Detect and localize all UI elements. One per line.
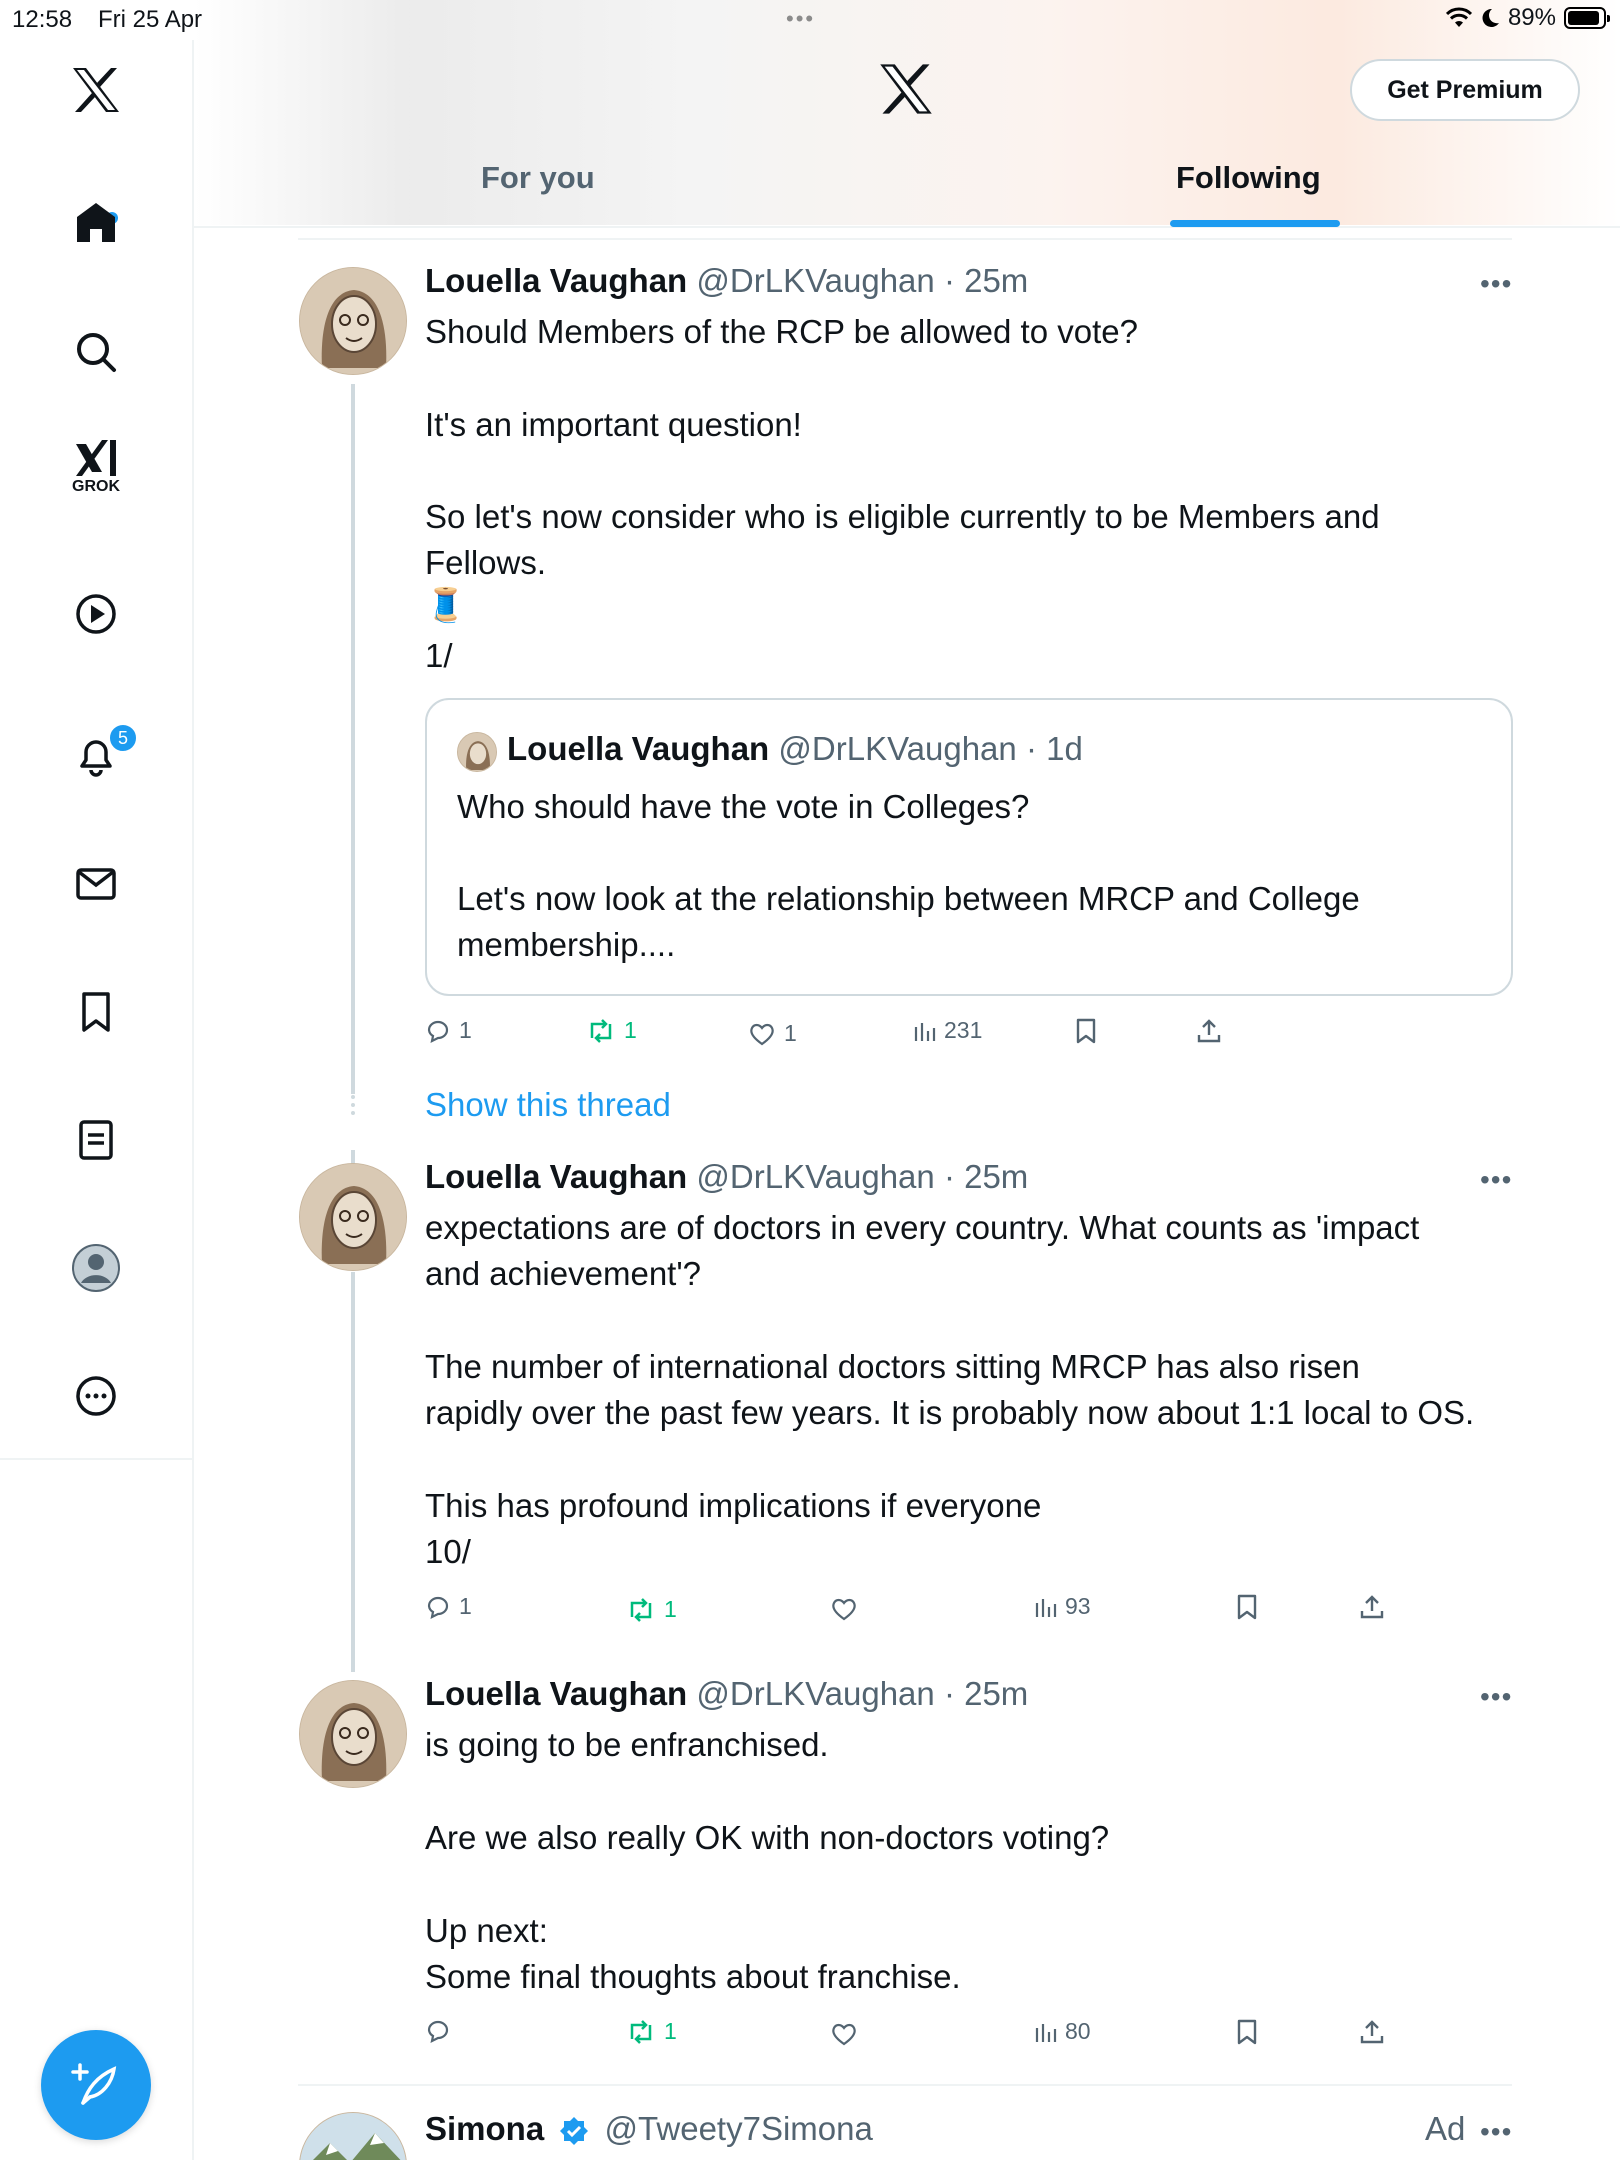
tweet-text-line: 10/ bbox=[425, 1533, 471, 1570]
quoted-text-line: membership.... bbox=[457, 926, 676, 963]
bookmark-button[interactable] bbox=[1235, 1593, 1259, 1621]
reply-icon bbox=[425, 2018, 451, 2044]
tweet-text-line: Some final thoughts about franchise. bbox=[425, 1958, 961, 1995]
avatar[interactable] bbox=[299, 2112, 407, 2160]
post-time[interactable]: · 25m bbox=[943, 1158, 1029, 1195]
tweet-text-line: So let's now consider who is eligible currently to be Members and bbox=[425, 498, 1380, 535]
reply-icon bbox=[425, 1018, 451, 1044]
repost-count: 1 bbox=[664, 2018, 677, 2044]
tab-for-you[interactable]: For you bbox=[481, 160, 595, 195]
like-count: 1 bbox=[784, 1020, 797, 1046]
repost-icon bbox=[586, 1018, 616, 1044]
x-logo-icon[interactable] bbox=[70, 64, 122, 116]
home-icon[interactable] bbox=[70, 196, 122, 248]
views-icon bbox=[912, 1019, 936, 1043]
views-count: 80 bbox=[1065, 2018, 1091, 2044]
bookmark-icon bbox=[1235, 2018, 1259, 2046]
bookmark-icon bbox=[1074, 1017, 1098, 1045]
heart-icon bbox=[830, 2021, 858, 2047]
tweet-header bbox=[425, 1158, 1028, 1196]
views-count: 93 bbox=[1065, 1593, 1091, 1619]
tweet-text-line: Should Members of the RCP be allowed to vote? bbox=[425, 313, 1138, 350]
tweet-text-line: It's an important question! bbox=[425, 406, 802, 443]
sidebar bbox=[0, 40, 194, 2160]
views-button[interactable] bbox=[912, 1017, 982, 1044]
active-tab-indicator bbox=[1170, 220, 1340, 227]
tweet-text-line: The number of international doctors sitting MRCP has also risen bbox=[425, 1348, 1360, 1385]
share-button[interactable] bbox=[1359, 2018, 1385, 2046]
sidebar-divider bbox=[0, 1458, 192, 1460]
author-handle[interactable]: @DrLKVaughan bbox=[696, 1158, 935, 1195]
wifi-icon bbox=[1446, 7, 1472, 29]
avatar[interactable] bbox=[299, 1680, 407, 1788]
more-options-icon[interactable]: ••• bbox=[1480, 268, 1513, 299]
reply-button[interactable] bbox=[425, 1017, 472, 1044]
show-thread-link[interactable]: Show this thread bbox=[425, 1086, 671, 1123]
thread-line bbox=[351, 384, 355, 1094]
compose-post-button[interactable] bbox=[41, 2030, 151, 2140]
author-name[interactable]: Simona bbox=[425, 2110, 545, 2147]
views-icon bbox=[1033, 1595, 1057, 1619]
author-handle[interactable]: @DrLKVaughan bbox=[696, 1675, 935, 1712]
bookmarks-icon[interactable] bbox=[70, 986, 122, 1038]
status-date: Fri 25 Apr bbox=[98, 6, 203, 33]
author-name[interactable]: Louella Vaughan bbox=[425, 262, 688, 299]
tweet-text-line: Are we also really OK with non-doctors voting? bbox=[425, 1819, 1110, 1856]
author-handle[interactable]: @Tweety7Simona bbox=[604, 2110, 873, 2147]
bookmark-icon bbox=[1235, 1593, 1259, 1621]
tweet-text-line: rapidly over the past few years. It is probably now about 1:1 local to OS. bbox=[425, 1394, 1475, 1431]
reply-count: 1 bbox=[459, 1593, 472, 1619]
x-logo-center-icon[interactable] bbox=[878, 62, 934, 118]
share-button[interactable] bbox=[1196, 1017, 1222, 1045]
status-time: 12:58 bbox=[12, 6, 73, 33]
reply-count: 1 bbox=[459, 1017, 472, 1043]
lists-icon[interactable] bbox=[70, 1114, 122, 1166]
tweet-header bbox=[425, 1675, 1028, 1713]
share-icon bbox=[1196, 1017, 1222, 1045]
quoted-author-name: Louella Vaughan bbox=[507, 730, 770, 767]
views-icon bbox=[1033, 2020, 1057, 2044]
like-button[interactable] bbox=[830, 1596, 858, 1622]
repost-button[interactable] bbox=[626, 2018, 677, 2045]
tweet-text-line: Fellows. bbox=[425, 544, 547, 581]
profile-icon[interactable] bbox=[70, 1242, 122, 1294]
more-options-icon[interactable]: ••• bbox=[1480, 2116, 1513, 2147]
status-right bbox=[1446, 4, 1606, 32]
more-icon[interactable] bbox=[70, 1370, 122, 1422]
quoted-avatar bbox=[457, 732, 497, 772]
bookmark-button[interactable] bbox=[1235, 2018, 1259, 2046]
post-time[interactable]: · 25m bbox=[943, 1675, 1029, 1712]
post-time[interactable]: · 25m bbox=[943, 262, 1029, 299]
quoted-author-handle: @DrLKVaughan bbox=[778, 730, 1017, 767]
avatar[interactable] bbox=[299, 267, 407, 375]
views-button[interactable] bbox=[1033, 2018, 1091, 2045]
share-icon bbox=[1359, 2018, 1385, 2046]
thread-spool-emoji: 🧵 bbox=[425, 586, 467, 623]
reply-button[interactable] bbox=[425, 2018, 459, 2044]
repost-icon bbox=[626, 1597, 656, 1623]
like-button[interactable] bbox=[830, 2021, 858, 2047]
grok-icon[interactable] bbox=[70, 432, 122, 484]
tweet-header bbox=[425, 2110, 873, 2148]
grok-label: GROK bbox=[72, 478, 120, 495]
reply-icon bbox=[425, 1594, 451, 1620]
ad-label: Ad bbox=[1425, 2110, 1466, 2147]
quoted-text-line: Who should have the vote in Colleges? bbox=[457, 788, 1030, 825]
compose-feather-icon bbox=[70, 2059, 122, 2111]
tweet-text-line: expectations are of doctors in every country. What counts as 'impact bbox=[425, 1209, 1420, 1246]
heart-icon bbox=[748, 1021, 776, 1047]
views-button[interactable] bbox=[1033, 1593, 1091, 1620]
search-icon[interactable] bbox=[70, 326, 122, 378]
video-icon[interactable] bbox=[70, 588, 122, 640]
feed-divider bbox=[298, 238, 1512, 240]
share-icon bbox=[1359, 1593, 1385, 1621]
timeline-tabs bbox=[194, 140, 1620, 228]
avatar[interactable] bbox=[299, 1163, 407, 1271]
quoted-time: · 1d bbox=[1025, 730, 1083, 767]
status-bar bbox=[0, 0, 1620, 40]
repost-count: 1 bbox=[664, 1596, 677, 1622]
get-premium-button[interactable]: Get Premium bbox=[1350, 59, 1580, 121]
more-options-icon[interactable]: ••• bbox=[1480, 1164, 1513, 1195]
tweet-text-line: This has profound implications if everyone bbox=[425, 1487, 1042, 1524]
verified-badge-icon bbox=[559, 2116, 589, 2146]
more-options-icon[interactable]: ••• bbox=[1480, 1681, 1513, 1712]
views-count: 231 bbox=[944, 1017, 983, 1043]
tweet-divider bbox=[298, 2084, 1512, 2086]
repost-button[interactable] bbox=[586, 1017, 637, 1044]
tweet-text-line: 1/ bbox=[425, 637, 453, 674]
heart-icon bbox=[830, 1596, 858, 1622]
thread-gap-dots bbox=[351, 1095, 355, 1115]
author-name[interactable]: Louella Vaughan bbox=[425, 1158, 688, 1195]
author-name[interactable]: Louella Vaughan bbox=[425, 1675, 688, 1712]
tweet-text-line: Up next: bbox=[425, 1912, 548, 1949]
multitasking-dots-icon[interactable]: ••• bbox=[786, 6, 816, 31]
thread-line bbox=[351, 1272, 355, 1672]
tweet-text-line: and achievement'? bbox=[425, 1255, 701, 1292]
quoted-post[interactable] bbox=[425, 698, 1513, 996]
quoted-header bbox=[507, 730, 1083, 768]
repost-button[interactable] bbox=[626, 1596, 677, 1623]
author-handle[interactable]: @DrLKVaughan bbox=[696, 262, 935, 299]
messages-icon[interactable] bbox=[70, 858, 122, 910]
tweet-text-line: is going to be enfranchised. bbox=[425, 1726, 829, 1763]
share-button[interactable] bbox=[1359, 1593, 1385, 1621]
quoted-text-line: Let's now look at the relationship between MRCP and College bbox=[457, 880, 1360, 917]
repost-count: 1 bbox=[624, 1017, 637, 1043]
battery-percent: 89% bbox=[1507, 4, 1556, 31]
moon-icon bbox=[1480, 7, 1500, 29]
notifications-badge: 5 bbox=[108, 723, 138, 753]
tweet-header bbox=[425, 262, 1028, 300]
like-button[interactable] bbox=[748, 1020, 797, 1047]
reply-button[interactable] bbox=[425, 1593, 472, 1620]
tab-following[interactable]: Following bbox=[1176, 160, 1321, 195]
repost-icon bbox=[626, 2019, 656, 2045]
battery-icon bbox=[1564, 7, 1606, 29]
bookmark-button[interactable] bbox=[1074, 1017, 1098, 1045]
